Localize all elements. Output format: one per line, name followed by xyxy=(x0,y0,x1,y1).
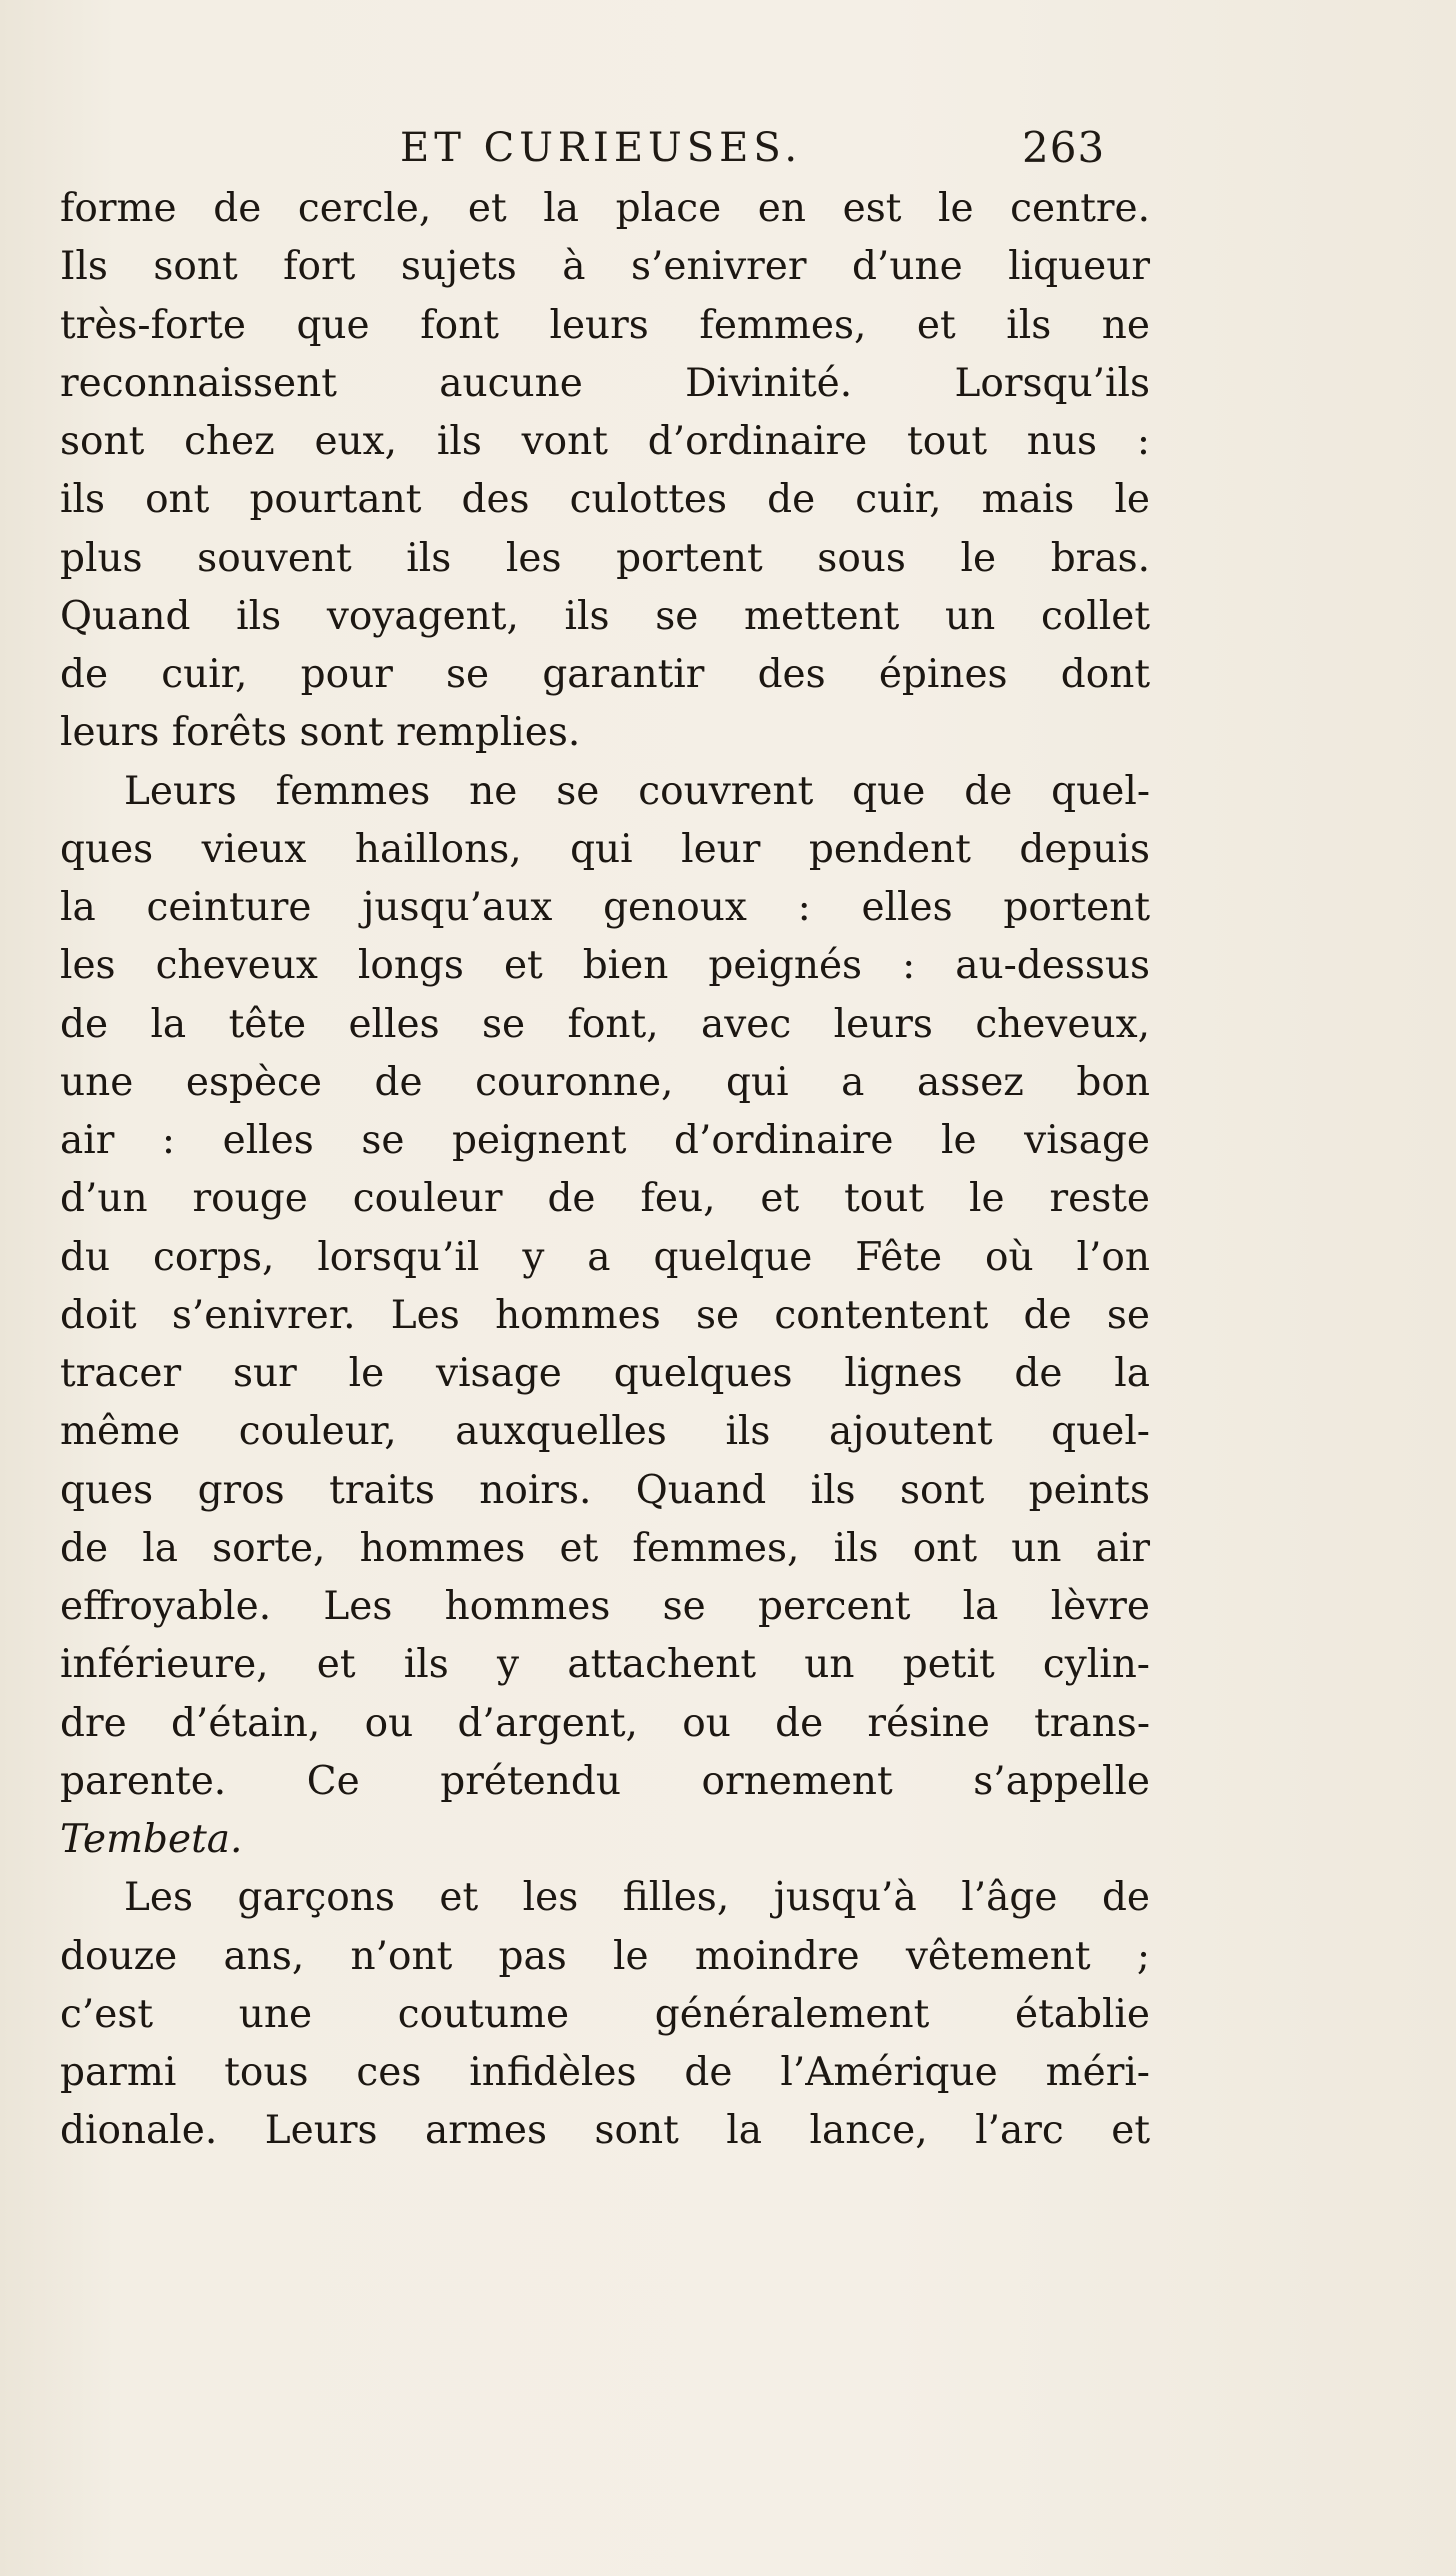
running-title: ET CURIEUSES. xyxy=(400,125,803,171)
text-line: de cuir, pour se garantir des épines dont xyxy=(60,652,1150,697)
text-line: ques gros traits noirs. Quand ils sont peints xyxy=(60,1467,1150,1513)
text-line: les cheveux longs et bien peignés : au-dessus xyxy=(60,943,1150,989)
text-line: doit s’enivrer. Les hommes se contentent de se xyxy=(60,1292,1150,1338)
text-line: sont chez eux, ils vont d’ordinaire tout nus : xyxy=(60,419,1150,464)
text-line: de la tête elles se font, avec leurs cheveux, xyxy=(60,1001,1150,1047)
text-line: dre d’étain, ou d’argent, ou de résine trans- xyxy=(60,1700,1150,1746)
text-line: Ils sont fort sujets à s’enivrer d’une liqueur xyxy=(60,244,1150,290)
text-line: très-forte que font leurs femmes, et ils ne xyxy=(60,302,1150,348)
italic-term-tembeta: Tembeta. xyxy=(60,1817,243,1862)
text-line: plus souvent ils les portent sous le bras. xyxy=(60,535,1150,581)
text-line: d’un rouge couleur de feu, et tout le reste xyxy=(60,1176,1150,1222)
text-line: forme de cercle, et la place en est le centre. xyxy=(60,186,1150,231)
paragraph-start: Les garçons et les filles, jusqu’à l’âge de xyxy=(124,1875,1150,1921)
text-line: reconnaissent aucune Divinité. Lorsqu’ils xyxy=(60,360,1150,406)
body-text xyxy=(60,180,1150,2161)
page-number: 263 xyxy=(1022,123,1106,172)
text-line: air : elles se peignent d’ordinaire le visage xyxy=(60,1118,1150,1163)
text-line: la ceinture jusqu’aux genoux : elles portent xyxy=(60,885,1150,930)
text-line: de la sorte, hommes et femmes, ils ont un air xyxy=(60,1525,1150,1571)
text-line: c’est une coutume généralement établie xyxy=(60,1991,1150,2037)
text-line: du corps, lorsqu’il y a quelque Fête où l’on xyxy=(60,1234,1150,1280)
text-line: tracer sur le visage quelques lignes de la xyxy=(60,1351,1150,1396)
text-line: inférieure, et ils y attachent un petit cylin- xyxy=(60,1642,1150,1688)
text-line: ques vieux haillons, qui leur pendent depuis xyxy=(60,826,1150,872)
page-header xyxy=(0,118,1456,178)
text-line: ils ont pourtant des culottes de cuir, mais le xyxy=(60,477,1150,523)
paragraph-start: Leurs femmes ne se couvrent que de quel- xyxy=(124,768,1150,814)
text-line: dionale. Leurs armes sont la lance, l’arc et xyxy=(60,2108,1150,2154)
text-line: Quand ils voyagent, ils se mettent un collet xyxy=(60,593,1150,639)
text-line: douze ans, n’ont pas le moindre vêtement ; xyxy=(60,1933,1150,1979)
text-line: parente. Ce prétendu ornement s’appelle xyxy=(60,1758,1150,1804)
text-line: effroyable. Les hommes se percent la lèvre xyxy=(60,1584,1150,1629)
text-line: parmi tous ces infidèles de l’Amérique méri- xyxy=(60,2050,1150,2095)
text-line: une espèce de couronne, qui a assez bon xyxy=(60,1059,1150,1105)
text-line: leurs forêts sont remplies. xyxy=(60,710,581,756)
text-line: même couleur, auxquelles ils ajoutent quel- xyxy=(60,1409,1150,1455)
